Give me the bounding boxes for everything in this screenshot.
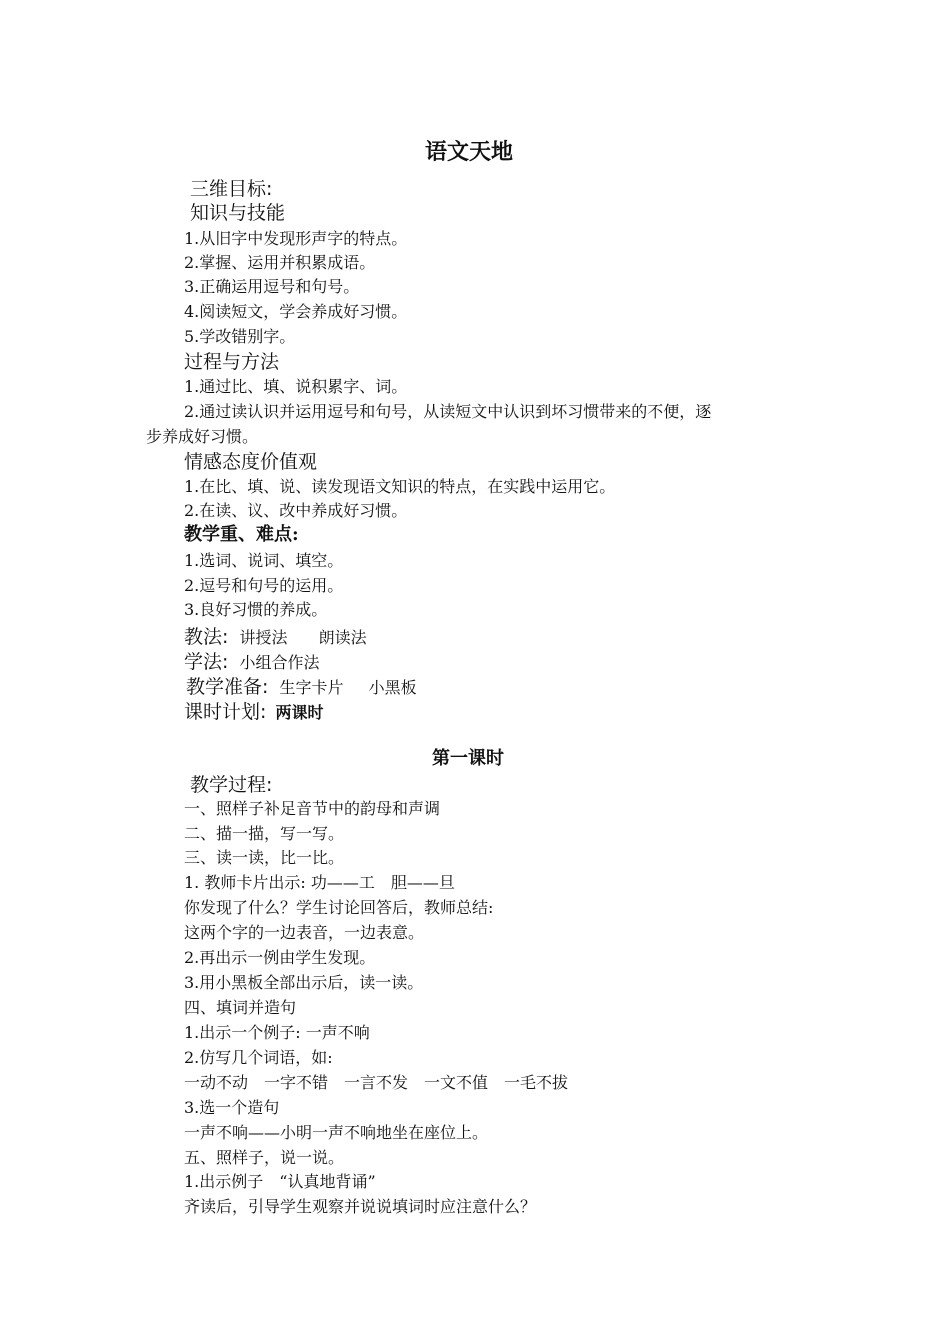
schedule-value: 两课时 [275,703,324,722]
teaching-prep-value: 小黑板 [368,678,417,697]
knowledge-heading: 知识与技能 [190,202,286,224]
emotion-heading: 情感态度价值观 [184,451,318,473]
teaching-method-label: 教法: [184,626,229,648]
process-heading: 过程与方法 [184,351,280,373]
knowledge-item: 2.掌握、运用并积累成语。 [184,253,376,272]
lesson1-line: 齐读后，引导学生观察并说说填词时应注意什么？ [184,1197,537,1216]
key-point-item: 1.选词、说词、填空。 [184,551,344,570]
key-point-item: 3.良好习惯的养成。 [184,600,328,619]
schedule-label: 课时计划: [184,701,267,723]
key-points-heading: 教学重、难点: [184,524,299,545]
process-item: 1.通过比、填、说积累字、词。 [184,377,408,396]
lesson1-line: 1.出示一个例子: 一声不响 [184,1023,370,1042]
teaching-prep-row [186,675,417,699]
knowledge-item: 4.阅读短文，学会养成好习惯。 [184,302,408,321]
lesson1-line: 一、照样子补足音节中的韵母和声调 [184,799,441,818]
teaching-method-row [184,625,367,649]
document-title: 语文天地 [425,139,514,165]
lesson1-line: 1.出示例子 “认真地背诵” [184,1172,376,1191]
lesson1-heading: 第一课时 [432,748,504,769]
lesson1-line: 3.用小黑板全部出示后，读一读。 [184,973,424,992]
lesson1-line: 一动不动 一字不错 一言不发 一文不值 一毛不拔 [184,1073,569,1092]
goals-heading: 三维目标: [190,178,273,200]
lesson1-line: 这两个字的一边表音，一边表意。 [184,923,425,942]
lesson1-line: 一声不响——小明一声不响地坐在座位上。 [184,1123,489,1142]
lesson1-line: 2.仿写几个词语，如: [184,1048,333,1067]
learning-method-row [184,650,320,674]
learning-method-value: 小组合作法 [239,653,320,672]
schedule-row [184,700,324,724]
emotion-item: 1.在比、填、说、读发现语文知识的特点，在实践中运用它。 [184,477,616,496]
process-item: 2.通过读认识并运用逗号和句号，从读短文中认识到坏习惯带来的不便，逐 [184,402,712,421]
knowledge-item: 1.从旧字中发现形声字的特点。 [184,229,408,248]
lesson1-line: 1. 教师卡片出示: 功——工 胆——旦 [184,873,455,892]
lesson1-line: 三、读一读，比一比。 [184,848,345,867]
lesson1-line: 3.选一个造句 [184,1098,280,1117]
knowledge-item: 5.学改错别字。 [184,327,296,346]
lesson1-line: 四、填词并造句 [184,998,297,1017]
teaching-prep-value: 生字卡片 [279,678,344,697]
teaching-prep-label: 教学准备: [186,676,269,698]
lesson1-process-label: 教学过程: [190,774,273,796]
lesson1-line: 2.再出示一例由学生发现。 [184,948,376,967]
lesson1-line: 二、描一描，写一写。 [184,824,345,843]
process-item: 步养成好习惯。 [146,427,259,446]
key-point-item: 2.逗号和句号的运用。 [184,576,344,595]
teaching-method-value: 朗读法 [318,628,367,647]
knowledge-item: 3.正确运用逗号和句号。 [184,277,360,296]
lesson1-line: 你发现了什么？学生讨论回答后，教师总结: [184,898,494,917]
emotion-item: 2.在读、议、改中养成好习惯。 [184,501,408,520]
learning-method-label: 学法: [184,651,229,673]
teaching-method-value: 讲授法 [239,628,288,647]
lesson1-line: 五、照样子，说一说。 [184,1148,345,1167]
